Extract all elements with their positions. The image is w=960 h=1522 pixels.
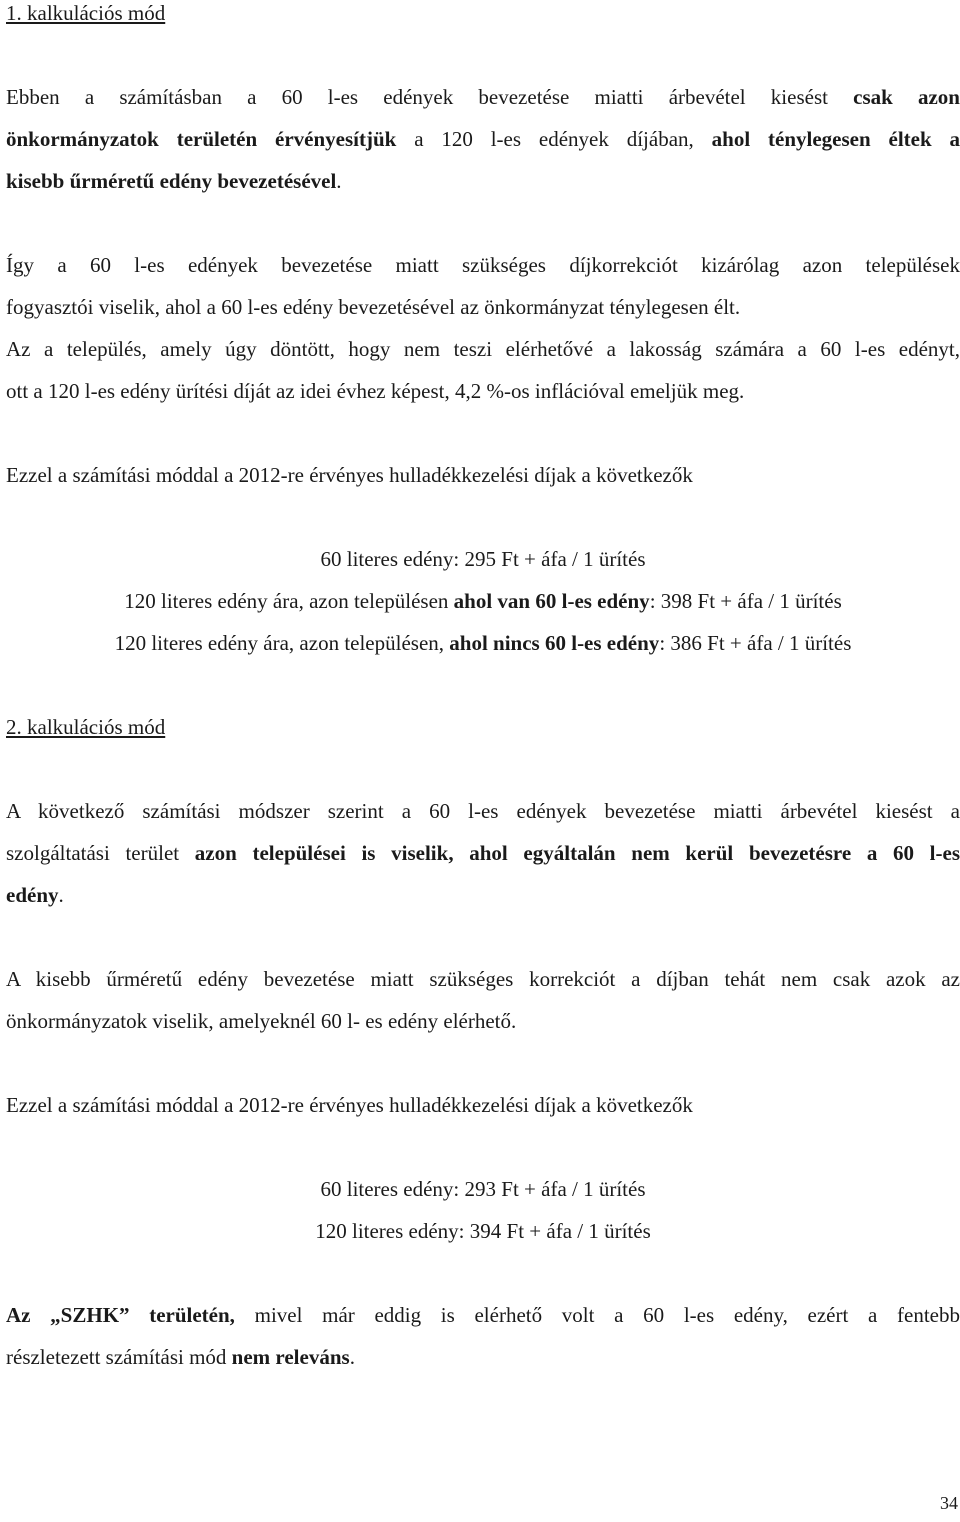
- text-run: .: [349, 1345, 355, 1369]
- paragraph-4-line-1: A következő számítási módszer szerint a 60 l-es edények bevezetése miatti árbevétel kiesést a: [6, 799, 960, 823]
- paragraph-4-line-3: [6, 882, 960, 908]
- heading-1: 1. kalkulációs mód: [6, 1, 166, 25]
- text-run: .: [336, 169, 342, 193]
- fee-60l-2: 60 literes edény: 293 Ft + áfa / 1 ürítés: [320, 1177, 646, 1201]
- paragraph-4-line-2: [6, 840, 960, 866]
- paragraph-7-line-2: [6, 1344, 960, 1370]
- paragraph-2-line-3: Az a település, amely úgy döntött, hogy nem teszi elérhetővé a lakosság számára a 60 l-es edényt,: [6, 337, 960, 361]
- text-run: mivel már eddig is elérhető volt a 60 l-es edény, ezért a fentebb: [234, 1303, 960, 1327]
- fee-60l-1: 60 literes edény: 295 Ft + áfa / 1 ürítés: [320, 547, 646, 571]
- text-run: 120 literes edény ára, azon településen,: [114, 631, 450, 655]
- paragraph-7-line-1: [6, 1302, 960, 1328]
- paragraph-1-line-1: [6, 84, 960, 110]
- paragraph-2-line-1: Így a 60 l-es edények bevezetése miatt szükséges díjkorrekciót kizárólag azon települések: [6, 253, 960, 277]
- paragraph-2-line-2: fogyasztói viselik, ahol a 60 l-es edény bevezetésével az önkormányzat ténylegesen élt.: [6, 295, 741, 319]
- paragraph-6: Ezzel a számítási móddal a 2012-re érvényes hulladékkezelési díjak a következők: [6, 1093, 693, 1117]
- bold-run: azon települései is viselik, ahol egyáltalán nem kerül bevezetésre a 60 l-es: [194, 841, 960, 865]
- paragraph-3: Ezzel a számítási móddal a 2012-re érvényes hulladékkezelési díjak a következők: [6, 463, 693, 487]
- fee-120l-2: 120 literes edény: 394 Ft + áfa / 1 ürítés: [315, 1219, 651, 1243]
- paragraph-5-line-1: A kisebb űrméretű edény bevezetése miatt szükséges korrekciót a díjban tehát nem csak azok az: [6, 967, 960, 991]
- bold-run: önkormányzatok területén érvényesítjük: [6, 127, 397, 151]
- bold-run: csak azon: [853, 85, 960, 109]
- fee-120l-without-60l: [6, 630, 960, 656]
- bold-run: edény: [6, 883, 59, 907]
- text-run: Ebben a számításban a 60 l-es edények bevezetése miatti árbevétel kiesést: [6, 85, 854, 109]
- bold-run: ahol nincs 60 l-es edény: [449, 631, 660, 655]
- paragraph-5-line-2: önkormányzatok viselik, amelyeknél 60 l- es edény elérhető.: [6, 1009, 517, 1033]
- bold-run: Az „SZHK” területén,: [6, 1303, 235, 1327]
- bold-run: ahol van 60 l-es edény: [453, 589, 650, 613]
- fee-120l-with-60l: [6, 588, 960, 614]
- text-run: részletezett számítási mód: [6, 1345, 232, 1369]
- bold-run: kisebb űrméretű edény bevezetésével: [6, 169, 337, 193]
- paragraph-2-line-4: ott a 120 l-es edény ürítési díját az idei évhez képest, 4,2 %-os inflációval emeljük meg.: [6, 379, 745, 403]
- page-number: 34: [940, 1493, 958, 1513]
- text-run: .: [58, 883, 64, 907]
- text-run: szolgáltatási terület: [6, 841, 195, 865]
- text-run: 120 literes edény ára, azon településen: [124, 589, 454, 613]
- bold-run: ahol ténylegesen éltek a: [711, 127, 960, 151]
- paragraph-1-line-2: [6, 126, 960, 152]
- paragraph-1-line-3: [6, 168, 960, 194]
- text-run: : 398 Ft + áfa / 1 ürítés: [649, 589, 842, 613]
- text-run: a 120 l-es edények díjában,: [396, 127, 712, 151]
- heading-2: 2. kalkulációs mód: [6, 715, 166, 739]
- bold-run: nem releváns: [231, 1345, 350, 1369]
- text-run: : 386 Ft + áfa / 1 ürítés: [659, 631, 852, 655]
